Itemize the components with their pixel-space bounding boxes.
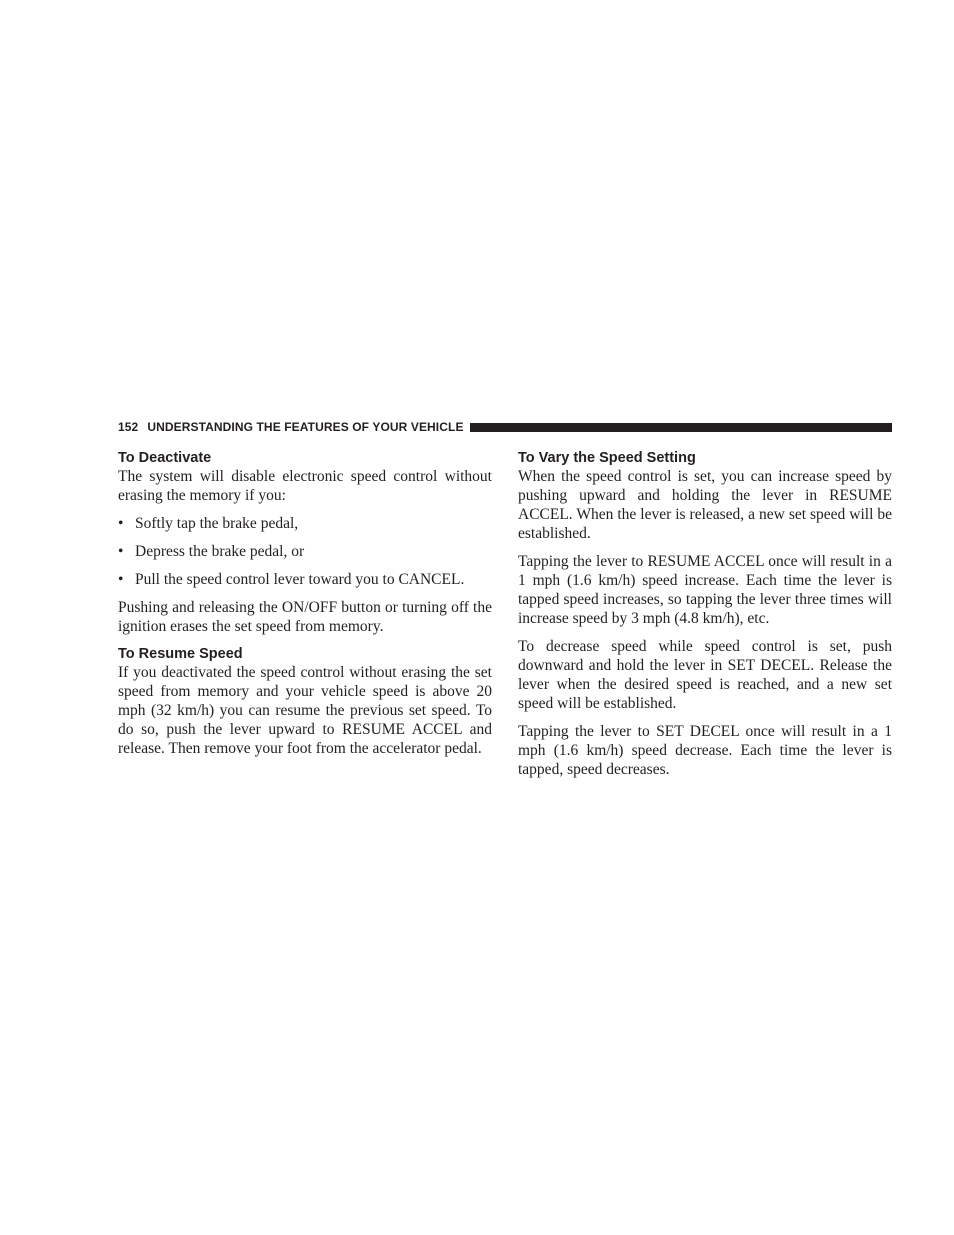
header-rule [470, 423, 892, 432]
vary-paragraph-1: When the speed control is set, you can increase speed by pushing upward and holding the lever in RESUME ACCEL. When the lever is released, a new set speed will be established. [518, 468, 892, 542]
deactivate-after: Pushing and releasing the ON/OFF button or turning off the ignition erases the set speed from memory. [118, 599, 492, 635]
page-number: 152 [118, 420, 139, 434]
heading-to-vary-speed-setting: To Vary the Speed Setting [518, 450, 696, 466]
bullet-icon: • [118, 543, 124, 560]
section-title: UNDERSTANDING THE FEATURES OF YOUR VEHICLE [147, 420, 464, 434]
bullet-icon: • [118, 515, 124, 532]
heading-to-resume-speed: To Resume Speed [118, 646, 243, 662]
deactivate-intro: The system will disable electronic speed control without erasing the memory if you: [118, 468, 492, 504]
list-item [118, 542, 492, 561]
resume-body: If you deactivated the speed control without erasing the set speed from memory and your vehicle speed is above 20 mph (32 km/h) you can resume the previous set speed. To do so, push the lever upward to RESUME ACCEL and release. Then remove your foot from the accelerator pedal. [118, 664, 492, 757]
page-header [118, 419, 892, 435]
bullet-icon: • [118, 571, 124, 588]
left-column [118, 449, 492, 767]
list-item-text: Depress the brake pedal, or [135, 543, 305, 560]
heading-to-deactivate: To Deactivate [118, 450, 212, 466]
list-item-text: Softly tap the brake pedal, [135, 515, 299, 532]
list-item [118, 570, 492, 589]
header-text [118, 420, 464, 434]
list-item [118, 514, 492, 533]
list-item-text: Pull the speed control lever toward you to CANCEL. [135, 571, 465, 588]
deactivate-bullet-list [118, 514, 492, 589]
vary-paragraph-2: Tapping the lever to RESUME ACCEL once will result in a 1 mph (1.6 km/h) speed increase. Each time the lever is tapped speed increases, so tapping the lever three times will increase speed by 3 mph (4.8 km/h), etc. [518, 553, 892, 627]
vary-paragraph-4: Tapping the lever to SET DECEL once will result in a 1 mph (1.6 km/h) speed decrease. Each time the lever is tapped, speed decreases. [518, 723, 892, 778]
right-column [518, 449, 892, 788]
vary-paragraph-3: To decrease speed while speed control is set, push downward and hold the lever in SET DECEL. Release the lever when the desired speed is reached, and a new set speed will be established. [518, 638, 892, 712]
